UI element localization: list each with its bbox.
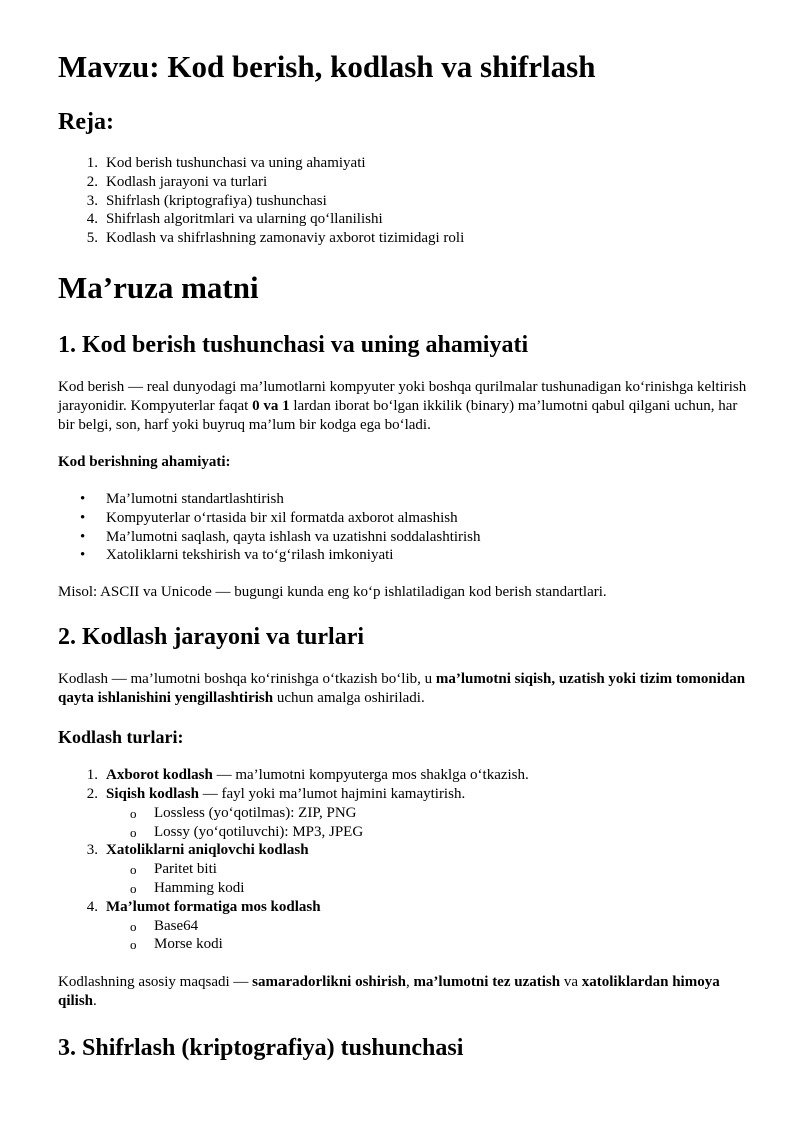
example-paragraph: Misol: ASCII va Unicode — bugungi kunda eng ko‘p ishlatiladigan kod berish standartlari. [58, 584, 607, 601]
importance-list [58, 490, 748, 565]
list-item: • Kompyuterlar o‘rtasida bir xil formatda axborot almashish [80, 509, 458, 526]
section1-paragraph: Kod berish — real dunyodagi ma’lumotlarni kompyuter yoki boshqa qurilmalar tushunadigan ko‘rinishga keltirish jarayonidir. Kompyuterlar faqat 0 va 1 lardan iborat bo‘lgan ikkilik (binary) ma’lumotni qabul qilgani uchun, har bir belgi, son, harf yoki buyruq ma’lum bir kodga ega bo‘ladi. [58, 378, 747, 433]
lecture-heading: Ma’ruza matni [58, 269, 259, 305]
plan-item: 2. Kodlash jarayoni va turlari [86, 173, 268, 190]
plan-item: 1. Kod berish tushunchasi va uning ahamiyati [86, 155, 366, 171]
section2-paragraph: Kodlash — ma’lumotni boshqa ko‘rinishga o‘tkazish bo‘lib, u ma’lumotni siqish, uzatish yoki tizim tomonidan qayta ishlanishini yengillashtirish uchun amalga oshiriladi. [58, 671, 746, 707]
goal-paragraph: Kodlashning asosiy maqsadi — samaradorlikni oshirish, ma’lumotni tez uzatish va xatoliklardan himoya qilish. [58, 974, 720, 1010]
sub-item: o Hamming kodi [130, 879, 245, 896]
sub-list [106, 860, 748, 898]
plan-list [58, 154, 748, 248]
type-item: 2. Siqish kodlash — fayl yoki ma’lumot hajmini kamaytirish. o Lossless (yo‘qotilmas): ZIP, PNG o Lossy (yo‘qotiluvchi): MP3, JPEG [58, 785, 748, 841]
sub-item: o Morse kodi [130, 936, 223, 953]
types-list [58, 766, 748, 954]
sub-item: o Lossless (yo‘qotilmas): ZIP, PNG [130, 804, 357, 821]
importance-heading: Kod berishning ahamiyati: [58, 453, 231, 470]
document-title: Mavzu: Kod berish, kodlash va shifrlash [58, 49, 596, 84]
section2-heading: 2. Kodlash jarayoni va turlari [58, 624, 365, 651]
type-item: 4. Ma’lumot formatiga mos kodlash o Base64 o Morse kodi [58, 898, 748, 954]
section3-heading: 3. Shifrlash (kriptografiya) tushunchasi [58, 1035, 464, 1062]
list-item: • Ma’lumotni saqlash, qayta ishlash va uzatishni soddalashtirish [80, 528, 481, 545]
type-item: 3. Xatoliklarni aniqlovchi kodlash o Paritet biti o Hamming kodi [58, 841, 748, 897]
section1-heading: 1. Kod berish tushunchasi va uning ahamiyati [58, 331, 529, 358]
list-item: • Xatoliklarni tekshirish va to‘g‘rilash imkoniyati [80, 547, 394, 564]
plan-item: 4. Shifrlash algoritmlari va ularning qo‘llanilishi [86, 211, 383, 228]
sub-item: o Base64 [130, 917, 199, 934]
plan-heading: Reja: [58, 109, 114, 135]
document-content [58, 48, 748, 1081]
sub-item: o Lossy (yo‘qotiluvchi): MP3, JPEG [130, 823, 364, 840]
sub-list [106, 804, 748, 842]
type-item: 1. Axborot kodlash — ma’lumotni kompyuterga mos shaklga o‘tkazish. [86, 767, 529, 784]
plan-item: 3. Shifrlash (kriptografiya) tushunchasi [86, 192, 327, 209]
sub-item: o Paritet biti [130, 861, 217, 878]
plan-item: 5. Kodlash va shifrlashning zamonaviy axborot tizimidagi roli [86, 230, 465, 247]
list-item: • Ma’lumotni standartlashtirish [80, 490, 284, 507]
sub-list [106, 917, 748, 955]
types-heading: Kodlash turlari: [58, 727, 184, 748]
